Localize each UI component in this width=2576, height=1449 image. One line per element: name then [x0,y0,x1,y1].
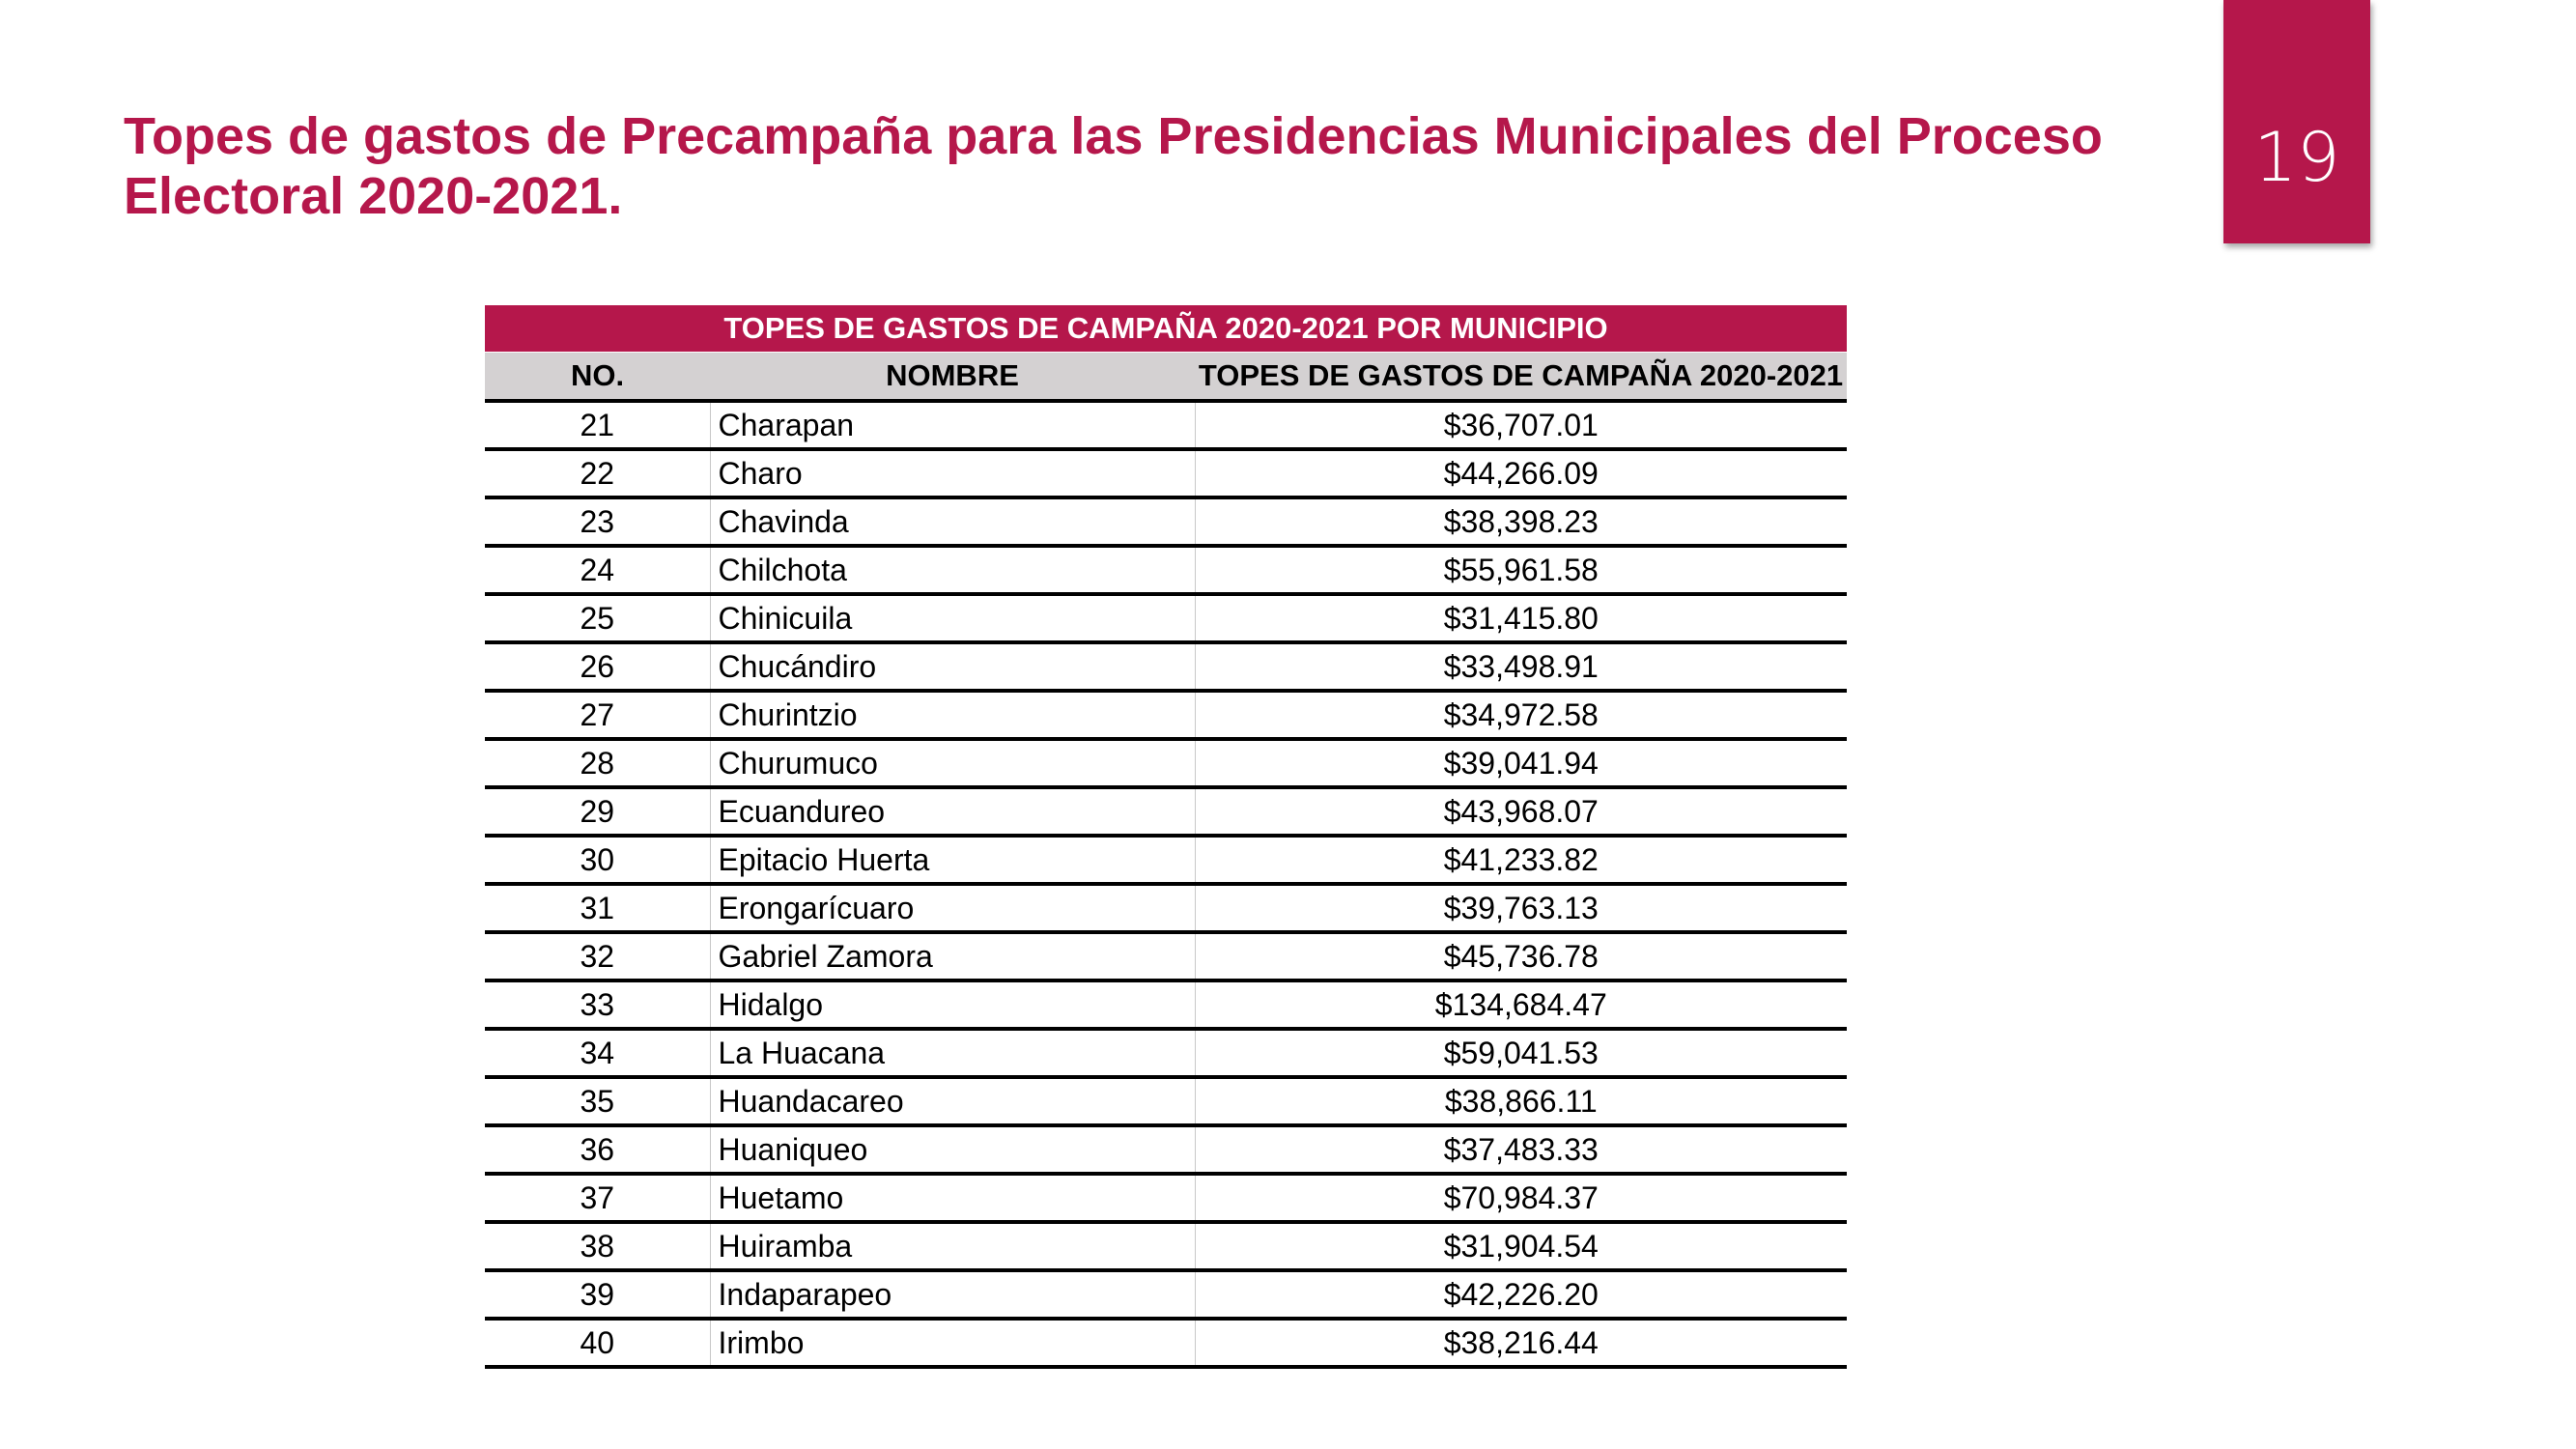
municipal-spending-table [485,305,1847,1369]
row-number: 27 [485,691,710,739]
spending-cap: $37,483.33 [1195,1125,1847,1174]
municipality-name: Churintzio [710,691,1195,739]
spending-cap: $38,866.11 [1195,1077,1847,1125]
table-row [485,787,1847,836]
row-number: 25 [485,594,710,642]
municipality-name: Churumuco [710,739,1195,787]
row-number: 24 [485,546,710,594]
spending-cap: $39,763.13 [1195,884,1847,932]
page-number-badge [2223,0,2370,243]
spending-cap: $41,233.82 [1195,836,1847,884]
row-number: 37 [485,1174,710,1222]
municipality-name: Hidalgo [710,980,1195,1029]
row-number: 28 [485,739,710,787]
row-number: 32 [485,932,710,980]
table-banner-row [485,305,1847,353]
municipality-name: Charapan [710,401,1195,449]
table-row [485,1125,1847,1174]
row-number: 34 [485,1029,710,1077]
table-row [485,642,1847,691]
spending-cap: $31,415.80 [1195,594,1847,642]
spending-cap: $38,216.44 [1195,1319,1847,1367]
table-row [485,980,1847,1029]
table-row [485,932,1847,980]
municipality-name: Huandacareo [710,1077,1195,1125]
column-header-nombre: NOMBRE [710,353,1195,402]
municipality-name: Huetamo [710,1174,1195,1222]
municipality-name: Chinicuila [710,594,1195,642]
table-row [485,449,1847,497]
table-row [485,1319,1847,1367]
spending-cap: $134,684.47 [1195,980,1847,1029]
municipality-name: Huiramba [710,1222,1195,1270]
table-row [485,546,1847,594]
municipality-name: Erongarícuaro [710,884,1195,932]
municipality-name: Huaniqueo [710,1125,1195,1174]
spending-cap: $39,041.94 [1195,739,1847,787]
column-header-no: NO. [485,353,710,402]
spending-cap: $44,266.09 [1195,449,1847,497]
table-row [485,594,1847,642]
table-row [485,836,1847,884]
table-body [485,401,1847,1367]
row-number: 30 [485,836,710,884]
municipality-name: Gabriel Zamora [710,932,1195,980]
row-number: 38 [485,1222,710,1270]
table-row [485,691,1847,739]
row-number: 35 [485,1077,710,1125]
table-row [485,884,1847,932]
spending-cap: $59,041.53 [1195,1029,1847,1077]
spending-cap: $55,961.58 [1195,546,1847,594]
row-number: 36 [485,1125,710,1174]
data-table [485,305,1847,1369]
municipality-name: Ecuandureo [710,787,1195,836]
municipality-name: Chucándiro [710,642,1195,691]
row-number: 33 [485,980,710,1029]
row-number: 23 [485,497,710,546]
municipality-name: Charo [710,449,1195,497]
table-row [485,1174,1847,1222]
municipality-name: Chilchota [710,546,1195,594]
row-number: 29 [485,787,710,836]
municipality-name: La Huacana [710,1029,1195,1077]
spending-cap: $31,904.54 [1195,1222,1847,1270]
municipality-name: Chavinda [710,497,1195,546]
row-number: 21 [485,401,710,449]
table-row [485,739,1847,787]
page-number: 19 [2253,118,2340,197]
municipality-name: Indaparapeo [710,1270,1195,1319]
table-header-row [485,353,1847,402]
table-row [485,401,1847,449]
spending-cap: $38,398.23 [1195,497,1847,546]
spending-cap: $33,498.91 [1195,642,1847,691]
column-header-topes: TOPES DE GASTOS DE CAMPAÑA 2020-2021 [1195,353,1847,402]
row-number: 39 [485,1270,710,1319]
row-number: 26 [485,642,710,691]
spending-cap: $36,707.01 [1195,401,1847,449]
municipality-name: Epitacio Huerta [710,836,1195,884]
slide-title: Topes de gastos de Precampaña para las Presidencias Municipales del Proceso Electoral 2020-2021. [124,107,2103,225]
table-row [485,1077,1847,1125]
municipality-name: Irimbo [710,1319,1195,1367]
table-row [485,497,1847,546]
spending-cap: $42,226.20 [1195,1270,1847,1319]
spending-cap: $45,736.78 [1195,932,1847,980]
table-banner: TOPES DE GASTOS DE CAMPAÑA 2020-2021 POR MUNICIPIO [485,305,1847,353]
table-row [485,1029,1847,1077]
table-row [485,1222,1847,1270]
row-number: 31 [485,884,710,932]
spending-cap: $70,984.37 [1195,1174,1847,1222]
spending-cap: $34,972.58 [1195,691,1847,739]
row-number: 40 [485,1319,710,1367]
spending-cap: $43,968.07 [1195,787,1847,836]
row-number: 22 [485,449,710,497]
table-row [485,1270,1847,1319]
